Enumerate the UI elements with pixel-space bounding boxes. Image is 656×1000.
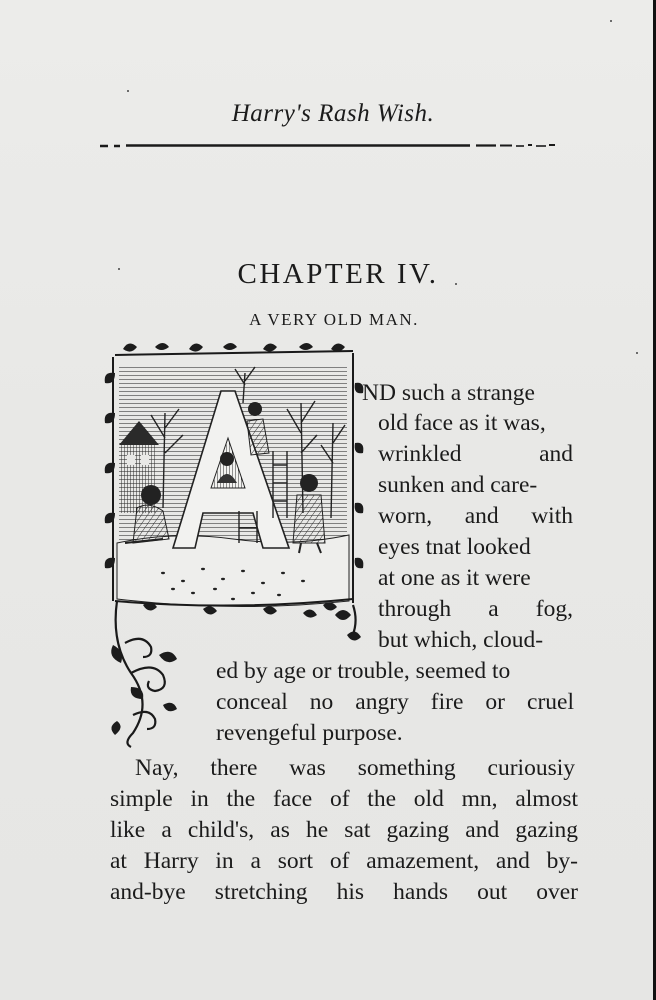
scan-speck xyxy=(127,90,129,92)
text-line: ND such a strange xyxy=(362,380,535,406)
text-line: worn, and with xyxy=(378,503,573,529)
running-head: Harry's Rash Wish. xyxy=(231,100,435,127)
text-line: simple in the face of the old mn, almost xyxy=(110,786,578,812)
chapter-title: CHAPTER IV. xyxy=(237,258,439,290)
text-line: through a fog, xyxy=(378,596,573,622)
text-line: eyes tnat looked xyxy=(378,534,531,560)
text-line: revengeful purpose. xyxy=(216,720,403,746)
text-line: like a child's, as he sat gazing and gazing xyxy=(110,817,578,843)
text-line: and-bye stretching his hands out over xyxy=(110,879,578,905)
text-line: ed by age or trouble, seemed to xyxy=(216,658,511,684)
text-line: old face as it was, xyxy=(378,410,546,436)
scan-speck xyxy=(610,20,612,22)
illustrated-drop-cap-a xyxy=(103,343,365,748)
text-line: at one as it were xyxy=(378,565,531,591)
text-line: but which, cloud- xyxy=(378,627,544,653)
chapter-subtitle: A VERY OLD MAN. xyxy=(249,310,419,329)
text-line: Nay, there was something curiousiy xyxy=(135,755,575,781)
header-rule xyxy=(100,141,555,151)
text-line: sunken and care- xyxy=(378,472,538,498)
text-line: wrinkled and xyxy=(378,441,573,467)
text-line: at Harry in a sort of amazement, and by- xyxy=(110,848,578,874)
text-line: conceal no angry fire or cruel xyxy=(216,689,574,715)
scan-speck xyxy=(636,352,638,354)
